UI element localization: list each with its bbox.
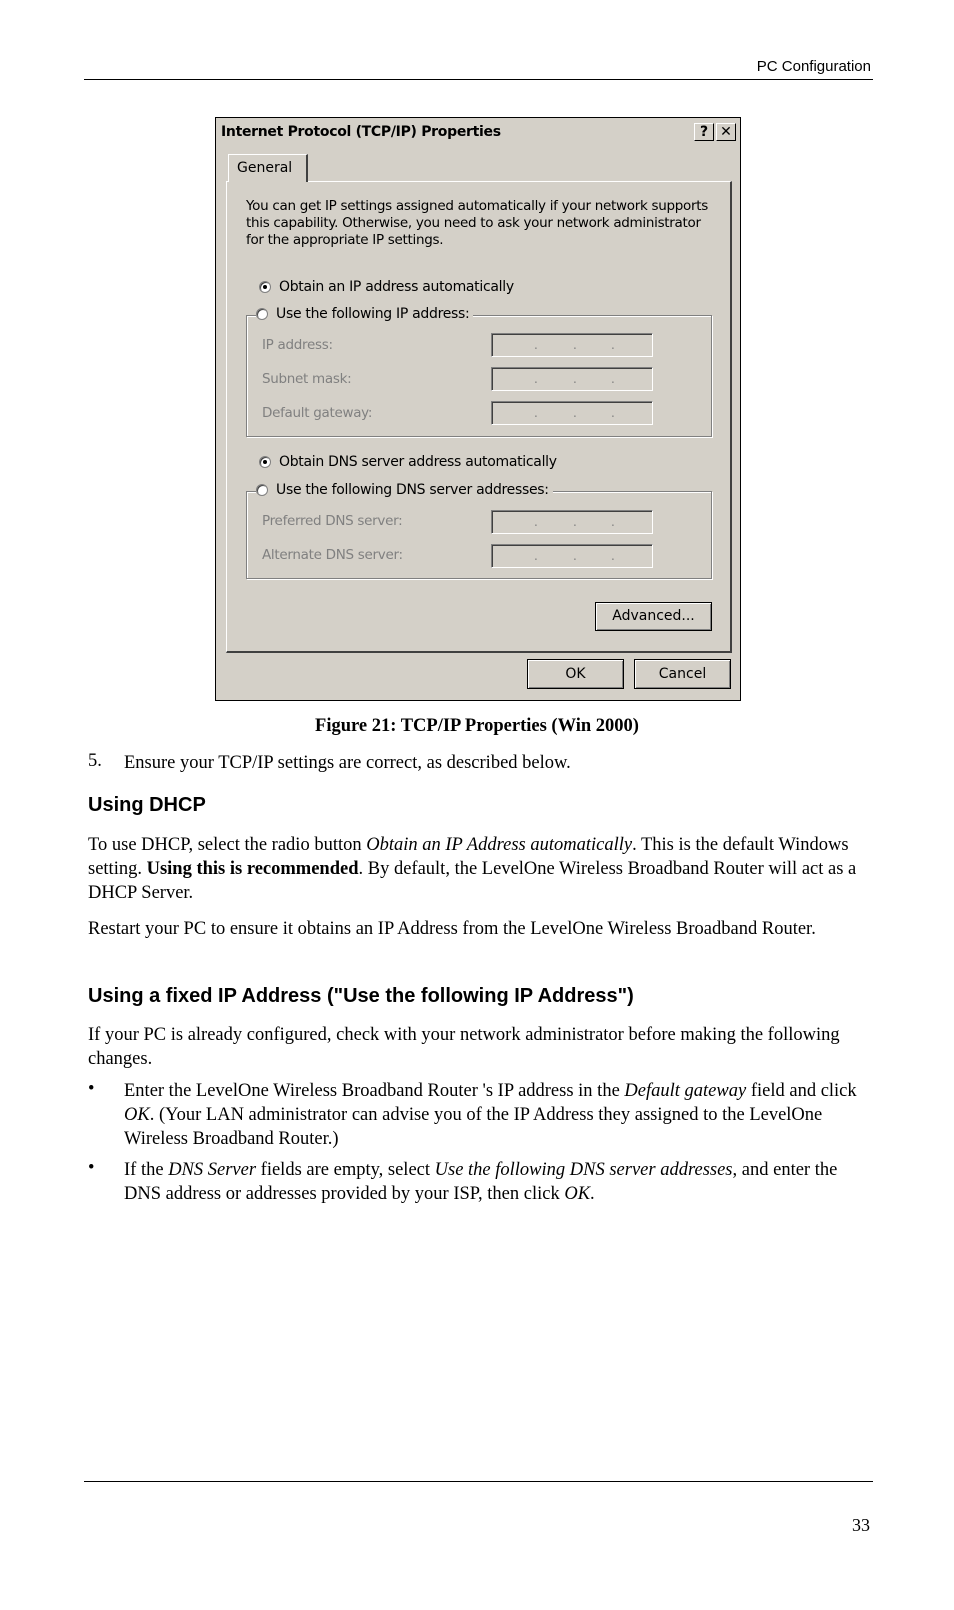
- ip-address-label: IP address:: [262, 337, 333, 353]
- ok-button[interactable]: OK: [527, 659, 624, 689]
- radio-use-dns[interactable]: [256, 482, 553, 498]
- bullet-1-text: Enter the LevelOne Wireless Broadband Router 's IP address in the Default gateway field and click OK. (Your LAN administrator can advise you of the IP Address they assigned to the LevelOne Wireless Broadband Router.): [124, 1081, 857, 1149]
- bullet-2-glyph: •: [88, 1158, 95, 1178]
- radio-unselected-icon: [256, 308, 268, 320]
- preferred-dns-label: Preferred DNS server:: [262, 513, 403, 529]
- tab-general[interactable]: General: [228, 154, 308, 182]
- fixed-paragraph-1: If your PC is already configured, check with your network administrator before making the following changes.: [88, 1025, 840, 1069]
- radio-use-ip-label: Use the following IP address:: [276, 306, 470, 322]
- radio-obtain-ip[interactable]: [259, 279, 514, 295]
- dialog-title: Internet Protocol (TCP/IP) Properties: [221, 124, 501, 140]
- alternate-dns-label: Alternate DNS server:: [262, 547, 403, 563]
- bullet-1-glyph: •: [88, 1079, 95, 1099]
- advanced-button[interactable]: Advanced...: [595, 602, 712, 631]
- default-gateway-label: Default gateway:: [262, 405, 373, 421]
- radio-use-ip[interactable]: [256, 306, 473, 322]
- header-rule: [84, 79, 873, 80]
- subnet-mask-input[interactable]: . . .: [491, 367, 653, 391]
- footer-rule: [84, 1481, 873, 1482]
- radio-use-dns-label: Use the following DNS server addresses:: [276, 482, 549, 498]
- dhcp-paragraph-2: Restart your PC to ensure it obtains an IP Address from the LevelOne Wireless Broadband Router.: [88, 919, 816, 939]
- subnet-mask-label: Subnet mask:: [262, 371, 352, 387]
- heading-fixed-ip: Using a fixed IP Address ("Use the following IP Address"): [88, 985, 634, 1007]
- radio-obtain-ip-label: Obtain an IP address automatically: [279, 279, 514, 295]
- preferred-dns-input[interactable]: . . .: [491, 510, 653, 534]
- bullet-2-text: If the DNS Server fields are empty, select Use the following DNS server addresses, and enter the DNS address or addresses provided by your ISP, then click OK.: [124, 1160, 838, 1204]
- step-text: Ensure your TCP/IP settings are correct, as described below.: [124, 753, 571, 773]
- help-icon[interactable]: ?: [694, 123, 714, 141]
- page-number: 33: [852, 1515, 870, 1535]
- tcpip-properties-dialog: [215, 117, 741, 701]
- alternate-dns-input[interactable]: . . .: [491, 544, 653, 568]
- default-gateway-input[interactable]: . . .: [491, 401, 653, 425]
- cancel-button[interactable]: Cancel: [634, 659, 731, 689]
- heading-using-dhcp: Using DHCP: [88, 794, 206, 816]
- figure-caption: Figure 21: TCP/IP Properties (Win 2000): [315, 716, 639, 736]
- dhcp-paragraph-1: To use DHCP, select the radio button Obtain an IP Address automatically. This is the default Windows setting. Using this is recommended. By default, the LevelOne Wireless Broadband Router will act as a DHCP Server.: [88, 835, 857, 903]
- dialog-intro-text: You can get IP settings assigned automatically if your network supports this capability. Otherwise, you need to ask your network administrator for the appropriate IP settings.: [246, 198, 708, 248]
- radio-obtain-dns-label: Obtain DNS server address automatically: [279, 454, 557, 470]
- radio-unselected-icon: [256, 484, 268, 496]
- radio-selected-icon: [259, 456, 271, 468]
- close-icon[interactable]: ✕: [716, 123, 736, 141]
- running-header: PC Configuration: [756, 58, 871, 75]
- radio-selected-icon: [259, 281, 271, 293]
- ip-address-input[interactable]: . . .: [491, 333, 653, 357]
- step-number: 5.: [88, 751, 102, 771]
- radio-obtain-dns[interactable]: [259, 454, 557, 470]
- dialog-titlebar: [218, 120, 738, 144]
